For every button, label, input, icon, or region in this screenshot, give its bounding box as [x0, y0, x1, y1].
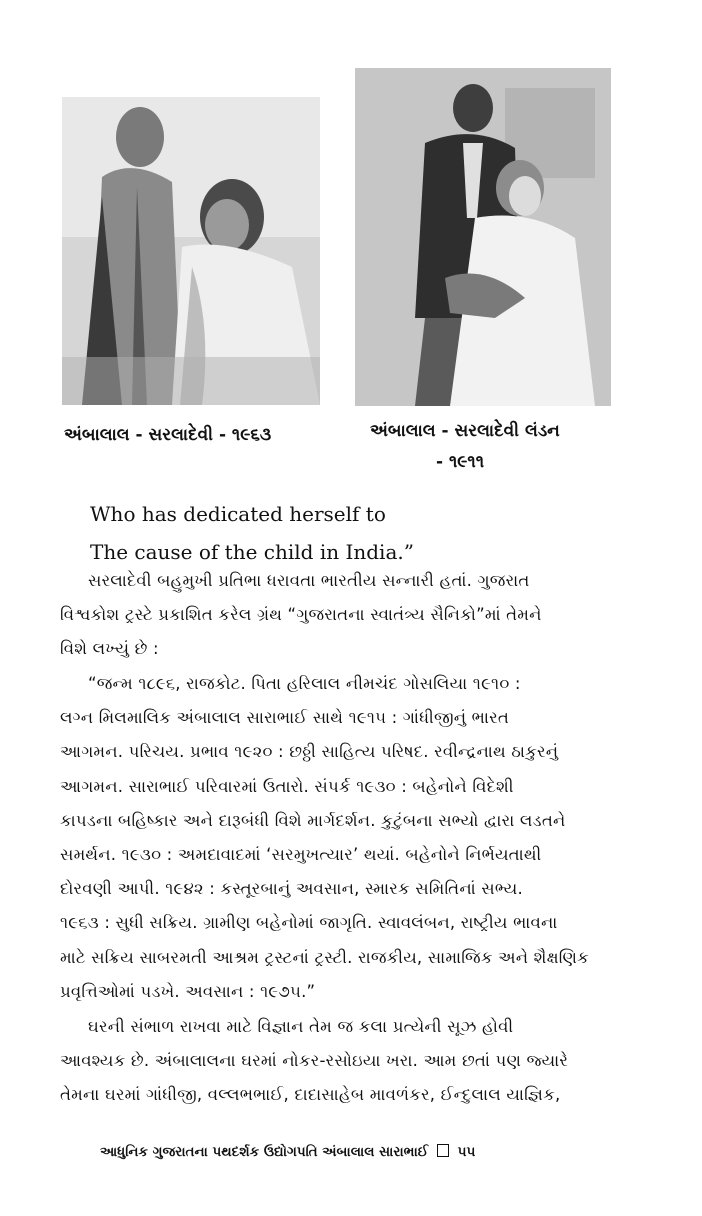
page-number: ૫૫: [457, 1144, 476, 1160]
photo-right-caption-line1: અંબાલાલ - સરલાદેવી લંડન: [370, 421, 560, 441]
poem-line-2: The cause of the child in India.”: [90, 540, 414, 564]
paragraph-line: ૧૯૬૩ : સુધી સક્રિય. ગ્રામીણ બહેનોમાં જાગૃતિ. સ્વાવલંબન, રાષ્ટ્રીય ભાવના: [60, 913, 558, 933]
paragraph-line: માટે સક્રિય સાબરમતી આશ્રમ ટ્રસ્ટનાં ટ્રસ્ટી. રાજકીય, સામાજિક અને શૈક્ષણિક: [60, 947, 589, 967]
paragraph-2-quote: [60, 667, 670, 1009]
paragraph-line: આગમન. સારાભાઈ પરિવારમાં ઉતારો. સંપર્ક ૧૯૩૦ : બહેનોને વિદેશી: [60, 776, 514, 796]
photo-right-image: [355, 68, 611, 406]
paragraph-line: આગમન. પરિચય. પ્રભાવ ૧૯૨૦ : છઠ્ઠી સાહિત્ય પરિષદ. રવીન્દ્રનાથ ઠાકુરનું: [60, 742, 559, 762]
paragraph-line: ઘરની સંભાળ રાખવા માટે વિજ્ઞાન તેમ જ કલા પ્રત્યેની સૂઝ હોવી: [88, 1017, 514, 1036]
paragraph-line: સમર્થન. ૧૯૩૦ : અમદાવાદમાં ‘સરમુખત્યાર’ થયાં. બહેનોને નિર્ભયતાથી: [60, 845, 542, 865]
paragraph-line: દોરવણી આપી. ૧૯૪૨ : કસ્તૂરબાનું અવસાન, સ્મારક સમિતિનાં સભ્ય.: [60, 879, 523, 899]
paragraph-line: સરલાદેવી બહુમુખી પ્રતિભા ધરાવતા ભારતીય સન્નારી હતાં. ગુજરાત: [88, 571, 530, 590]
poem-line-1: Who has dedicated herself to: [90, 502, 386, 526]
paragraph-line: “જન્મ ૧૮૯૬, રાજકોટ. પિતા હરિલાલ નીમચંદ ગોસલિયા ૧૯૧૦ :: [88, 674, 521, 693]
paragraph-3: [60, 1010, 670, 1113]
footer-book-title: આધુનિક ગુજરાતના પથદર્શક ઉદ્યોગપતિ અંબાલાલ સારાભાઈ: [100, 1144, 429, 1160]
paragraph-line: આવશ્યક છે. અંબાલાલના ઘરમાં નોકર-રસોઇયા ખરા. આમ છતાં પણ જ્યારે: [60, 1051, 569, 1071]
photo-ambalal-saraladevi-london-1911: [355, 68, 611, 406]
photo-left-caption: અંબાલાલ - સરલાદેવી - ૧૯૬૩: [64, 425, 272, 445]
photo-left-image: [62, 97, 320, 405]
photo-ambalal-saraladevi-1963: [62, 97, 320, 405]
photo-right-caption-line2: - ૧૯૧૧: [436, 452, 485, 472]
paragraph-line: પ્રવૃત્તિઓમાં પડખે. અવસાન : ૧૯૭૫.”: [60, 981, 316, 1001]
footer-box-icon: [437, 1144, 449, 1157]
paragraph-line: કાપડના બહિષ્કાર અને દારૂબંધી વિશે માર્ગદર્શન. કુટુંબના સભ્યો દ્વારા લડતને: [60, 810, 566, 830]
page-footer: [100, 1144, 660, 1160]
poem-block: [88, 495, 678, 571]
paragraph-line: વિશે લખ્યું છે :: [60, 639, 159, 659]
paragraph-line: લગ્ન મિલમાલિક અંબાલાલ સારાભાઈ સાથે ૧૯૧૫ : ગાંધીજીનું ભારત: [60, 708, 509, 728]
paragraph-1: [60, 564, 670, 667]
paragraph-line: વિશ્વકોશ ટ્રસ્ટે પ્રકાશિત કરેલ ગ્રંથ “ગુજરાતના સ્વાતંત્ર્ય સૈનિકો”માં તેમને: [60, 605, 542, 625]
paragraph-line: તેમના ઘરમાં ગાંધીજી, વલ્લભભાઈ, દાદાસાહેબ માવળંકર, ઈન્દુલાલ યાજ્ઞિક,: [60, 1085, 561, 1105]
